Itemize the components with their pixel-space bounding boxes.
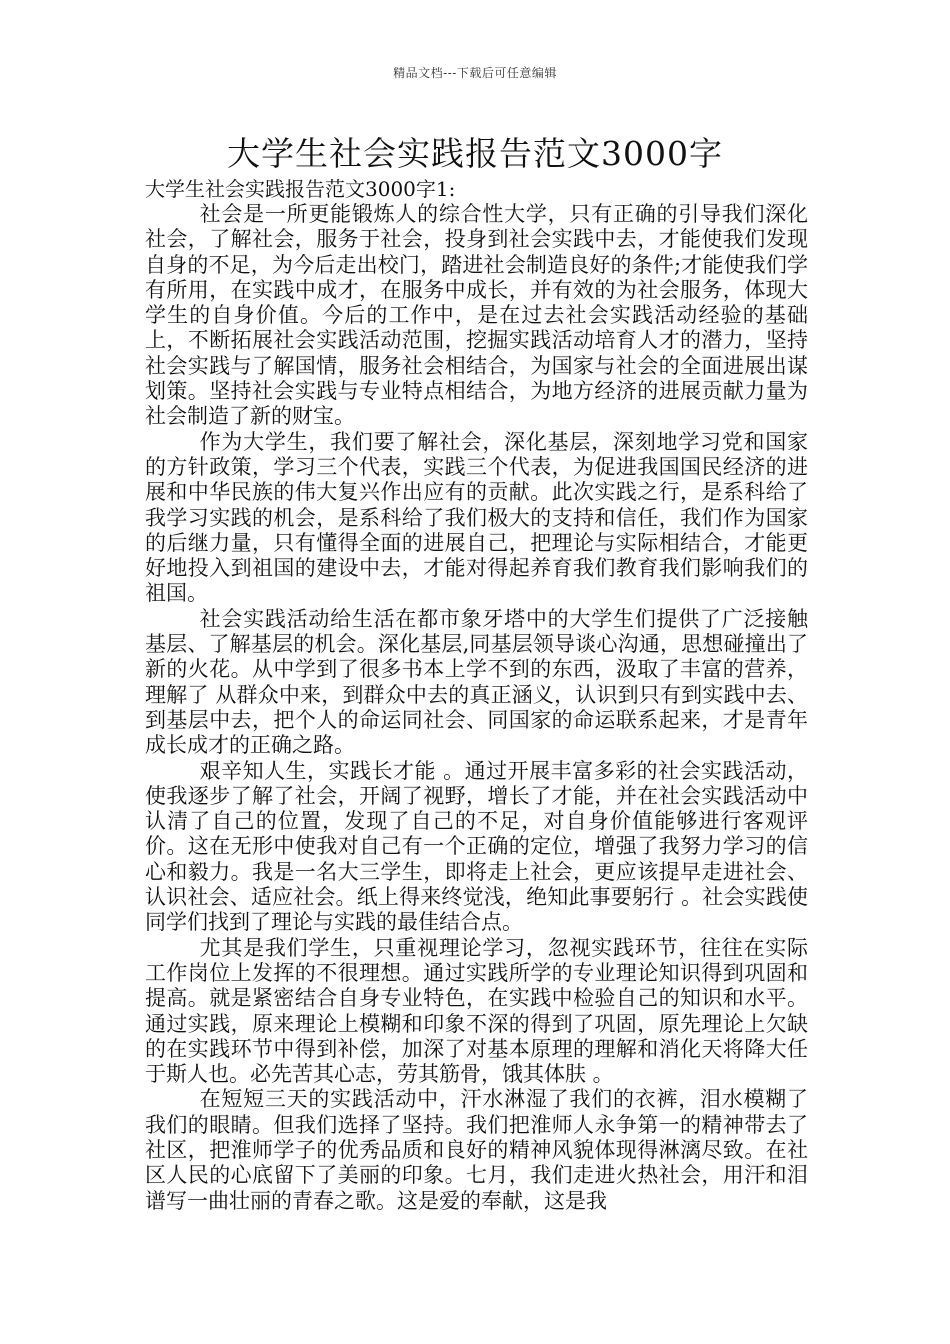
paragraph: 作为大学生，我们要了解社会，深化基层，深刻地学习党和国家的方针政策，学习三个代表，实践三个代表，为促进我国国民经济的进展和中华民族的伟大复兴作出应有的贡献。此次实践之行，是系科给了我学习实践的机会，是系科给了我们极大的支持和信任，我们作为国家的后继力量，只有懂得全面的进展自己，把理论与实际相结合，才能更好地投入到祖国的建设中去，才能对得起养育我们教育我们影响我们的祖国。 [145,429,808,606]
section-subtitle: 大学生社会实践报告范文3000字1: [145,177,456,201]
document-title: 大学生社会实践报告范文3000字 [227,134,723,173]
header-note: 精品文档---下载后可任意编辑 [393,66,557,80]
paragraph: 社会实践活动给生活在都市象牙塔中的大学生们提供了广泛接触基层、了解基层的机会。深化基层,同基层领导谈心沟通，思想碰撞出了新的火花。从中学到了很多书本上学不到的东西，汲取了丰富的营养，理解了 从群众中来，到群众中去的真正涵义，认识到只有到实践中去、到基层中去，把个人的命运同社会、同国家的命运联系起来，才是青年成长成才的正确之路。 [145,606,808,758]
paragraph: 在短短三天的实践活动中，汗水淋湿了我们的衣裤，泪水模糊了我们的眼睛。但我们选择了坚持。我们把淮师人永争第一的精神带去了社区，把淮师学子的优秀品质和良好的精神风貌体现得淋漓尽致。在社区人民的心底留下了美丽的印象。七月，我们走进火热社会，用汗和泪谱写一曲壮丽的青春之歌。这是爱的奉献，这是我 [145,1087,808,1213]
document-body [145,176,808,1214]
paragraph: 艰辛知人生，实践长才能 。通过开展丰富多彩的社会实践活动，使我逐步了解了社会，开阔了视野，增长了才能，并在社会实践活动中认清了自己的位置，发现了自己的不足，对自身价值能够进行客观评价。这在无形中使我对自己有一个正确的定位，增强了我努力学习的信心和毅力。我是一名大三学生，即将走上社会，更应该提早走进社会、认识社会、适应社会。纸上得来终觉浅，绝知此事要躬行 。社会实践使同学们找到了理论与实践的最佳结合点。 [145,758,808,935]
paragraph: 社会是一所更能锻炼人的综合性大学，只有正确的引导我们深化社会，了解社会，服务于社会，投身到社会实践中去，才能使我们发现自身的不足，为今后走出校门，踏进社会制造良好的条件;才能使我们学有所用，在实践中成才，在服务中成长，并有效的为社会服务，体现大学生的自身价值。今后的工作中，是在过去社会实践活动经验的基础上，不断拓展社会实践活动范围，挖掘实践活动培育人才的潜力，坚持社会实践与了解国情，服务社会相结合，为国家与社会的全面进展出谋划策。坚持社会实践与专业特点相结合，为地方经济的进展贡献力量为社会制造了新的财宝。 [145,202,808,429]
paragraph: 尤其是我们学生，只重视理论学习，忽视实践环节，往往在实际工作岗位上发挥的不很理想。通过实践所学的专业理论知识得到巩固和提高。就是紧密结合自身专业特色，在实践中检验自己的知识和水平。通过实践，原来理论上模糊和印象不深的得到了巩固，原先理论上欠缺的在实践环节中得到补偿，加深了对基本原理的理解和消化天将降大任于斯人也。必先苦其心志，劳其筋骨，饿其体肤 。 [145,935,808,1087]
